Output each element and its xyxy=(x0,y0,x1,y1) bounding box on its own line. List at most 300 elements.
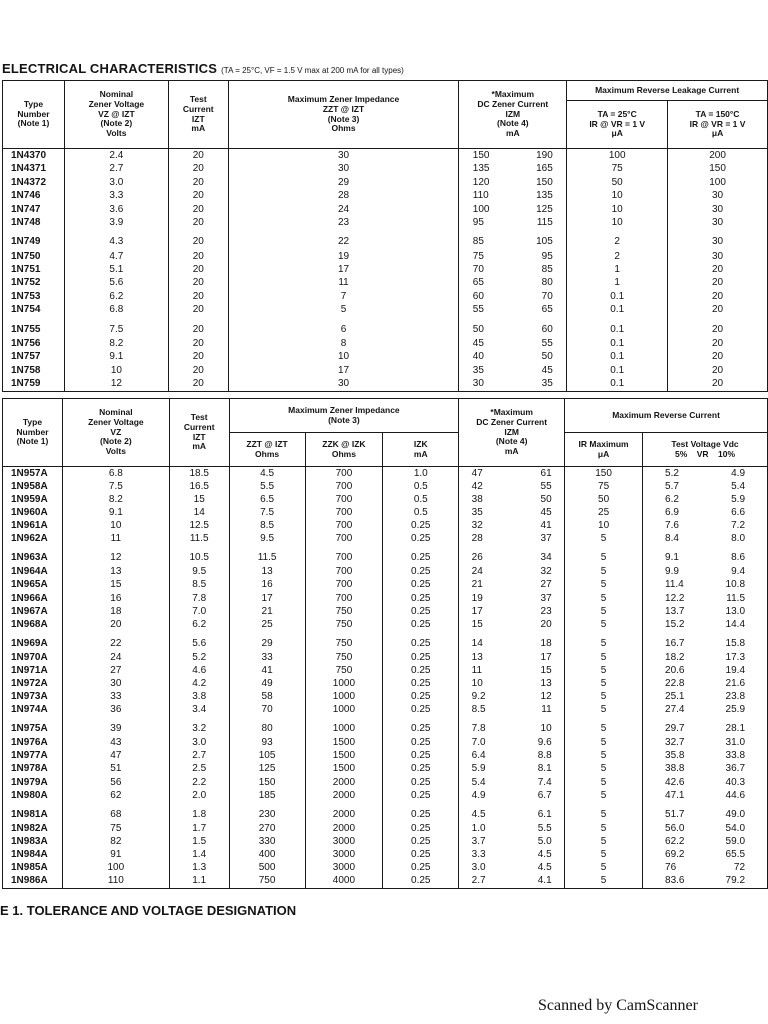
cell-test-voltage xyxy=(643,507,768,520)
izm-high: 85 xyxy=(541,263,553,275)
col-leakage-header: Maximum Reverse Leakage Current xyxy=(567,81,768,101)
table-row xyxy=(3,631,768,651)
cell: 185 xyxy=(229,789,305,802)
vr-5pct: 32.7 xyxy=(665,737,685,749)
cell-test-voltage xyxy=(643,480,768,493)
cell-test-voltage xyxy=(643,677,768,690)
izm-low: 85 xyxy=(472,236,484,248)
table-row xyxy=(3,250,768,263)
cell: 1N746 xyxy=(3,189,65,202)
table-row xyxy=(3,277,768,290)
cell: 18 xyxy=(62,605,169,618)
cell: 33 xyxy=(229,651,305,664)
izm-high: 105 xyxy=(536,236,553,248)
cell: 22 xyxy=(62,631,169,651)
vr-5pct: 6.2 xyxy=(665,494,679,505)
izm-high: 135 xyxy=(536,190,553,202)
cell: 500 xyxy=(229,861,305,874)
cell: 4.3 xyxy=(64,230,168,250)
izm-low: 3.3 xyxy=(471,848,486,860)
izm-low: 28 xyxy=(471,533,483,545)
vr-5pct: 29.7 xyxy=(665,723,685,735)
cell: 5 xyxy=(565,664,643,677)
cell: 1N4370 xyxy=(3,149,65,163)
izm-low: 10 xyxy=(471,677,483,689)
vr-10pct: 8.0 xyxy=(731,533,746,545)
izm-low: 13 xyxy=(471,651,483,663)
cell: 150 xyxy=(565,467,643,481)
cell: 1N749 xyxy=(3,230,65,250)
cell: 750 xyxy=(305,618,383,631)
vr-5pct: 12.2 xyxy=(665,592,685,604)
cell: 100 xyxy=(668,176,768,189)
izm-high: 80 xyxy=(541,277,553,289)
cell: 28 xyxy=(228,189,459,202)
cell: 5.5 xyxy=(229,480,305,493)
izm-high: 35 xyxy=(541,378,553,390)
cell: 200 xyxy=(668,149,768,163)
cell: 20 xyxy=(668,337,768,350)
table-row xyxy=(3,493,768,506)
cell: 0.5 xyxy=(383,493,459,506)
cell: 1N958A xyxy=(3,480,63,493)
cell: 150 xyxy=(229,776,305,789)
cell: 0.25 xyxy=(383,651,459,664)
cell: 700 xyxy=(305,592,383,605)
cell-test-voltage xyxy=(643,520,768,533)
table-row xyxy=(3,618,768,631)
izm-high: 12 xyxy=(540,691,552,703)
cell-test-voltage xyxy=(643,691,768,704)
cell: 0.25 xyxy=(383,704,459,717)
table-row xyxy=(3,176,768,189)
table-row xyxy=(3,317,768,337)
cell: 9.5 xyxy=(169,566,229,579)
vr-5pct: 5.7 xyxy=(665,480,679,492)
izm-low: 21 xyxy=(471,579,483,591)
izm-high: 125 xyxy=(536,203,553,215)
cell-test-voltage xyxy=(643,618,768,631)
cell: 1000 xyxy=(305,704,383,717)
izm-high: 150 xyxy=(536,176,553,188)
cell: 58 xyxy=(229,691,305,704)
cell: 5 xyxy=(565,822,643,835)
cell-izm-range xyxy=(459,776,565,789)
table-row xyxy=(3,592,768,605)
izm-high: 15 xyxy=(540,664,552,676)
cell-izm-range xyxy=(459,317,567,337)
cell-izm-range xyxy=(459,203,567,216)
cell: 125 xyxy=(229,763,305,776)
cell: 11.5 xyxy=(169,533,229,546)
cell-izm-range xyxy=(459,691,565,704)
cell-izm-range xyxy=(459,605,565,618)
cell: 1N965A xyxy=(3,579,63,592)
table-row xyxy=(3,163,768,176)
cell: 1N751 xyxy=(3,263,65,276)
cell: 1N972A xyxy=(3,677,63,690)
izm-low: 70 xyxy=(472,263,484,275)
cell-izm-range xyxy=(459,822,565,835)
cell-test-voltage xyxy=(643,605,768,618)
cell: 6.2 xyxy=(64,290,168,303)
cell: 5 xyxy=(565,763,643,776)
col2-zzk-header: ZZK @ IZK Ohms xyxy=(305,433,383,467)
vr-5pct: 15.2 xyxy=(665,618,685,630)
cell: 20 xyxy=(168,203,228,216)
cell-izm-range xyxy=(459,189,567,202)
col2-impedance-header: Maximum Zener Impedance (Note 3) xyxy=(229,399,459,433)
cell-izm-range xyxy=(459,377,567,391)
cell: 0.25 xyxy=(383,875,459,889)
cell: 105 xyxy=(229,750,305,763)
cell: 5 xyxy=(565,750,643,763)
cell: 700 xyxy=(305,480,383,493)
izm-high: 70 xyxy=(541,290,553,302)
cell: 700 xyxy=(305,520,383,533)
izm-high: 190 xyxy=(536,149,553,161)
table-row xyxy=(3,704,768,717)
cell-test-voltage xyxy=(643,875,768,889)
vr-10pct: 5.9 xyxy=(731,494,746,505)
cell: 700 xyxy=(305,566,383,579)
cell: 20 xyxy=(168,364,228,377)
cell: 0.25 xyxy=(383,520,459,533)
cell: 91 xyxy=(62,848,169,861)
vr-10pct: 65.5 xyxy=(725,848,746,860)
izm-high: 18 xyxy=(540,637,552,649)
izm-low: 120 xyxy=(472,176,490,188)
cell: 0.25 xyxy=(383,631,459,651)
izm-high: 9.6 xyxy=(537,737,552,749)
vr-5pct: 25.1 xyxy=(665,691,685,703)
cell-izm-range xyxy=(459,848,565,861)
table-row xyxy=(3,546,768,566)
cell: 30 xyxy=(668,203,768,216)
izm-high: 7.4 xyxy=(537,776,552,788)
cell: 0.1 xyxy=(567,364,668,377)
vr-5pct: 8.4 xyxy=(665,533,679,545)
izm-high: 37 xyxy=(540,592,552,604)
izm-low: 110 xyxy=(472,190,489,202)
cell: 230 xyxy=(229,802,305,822)
cell: 1500 xyxy=(305,763,383,776)
izm-high: 23 xyxy=(540,605,552,617)
cell: 5 xyxy=(565,631,643,651)
cell: 1N957A xyxy=(3,467,63,481)
cell-test-voltage xyxy=(643,822,768,835)
cell: 1N757 xyxy=(3,350,65,363)
izm-low: 3.7 xyxy=(471,835,486,847)
cell: 12 xyxy=(62,546,169,566)
cell: 1N985A xyxy=(3,861,63,874)
cell-izm-range xyxy=(459,737,565,750)
cell: 17 xyxy=(228,263,459,276)
cell: 1.8 xyxy=(169,802,229,822)
cell: 5 xyxy=(565,789,643,802)
cell: 3.9 xyxy=(64,216,168,229)
cell: 8.2 xyxy=(64,337,168,350)
izm-low: 4.5 xyxy=(471,808,486,820)
cell: 14 xyxy=(169,507,229,520)
cell: 20 xyxy=(668,364,768,377)
cell: 20 xyxy=(668,350,768,363)
col-nominal-header: Nominal Zener Voltage VZ @ IZT (Note 2) Volts xyxy=(64,81,168,149)
cell: 30 xyxy=(62,677,169,690)
izm-high: 45 xyxy=(540,507,552,519)
cell: 20 xyxy=(168,230,228,250)
cell-izm-range xyxy=(459,763,565,776)
cell: 27 xyxy=(62,664,169,677)
cell: 10 xyxy=(567,216,668,229)
vr-10pct: 72 xyxy=(733,861,746,873)
cell: 5.6 xyxy=(64,277,168,290)
cell: 6.8 xyxy=(64,304,168,317)
cell: 29 xyxy=(228,176,459,189)
cell: 1N748 xyxy=(3,216,65,229)
table-row xyxy=(3,337,768,350)
cell-izm-range xyxy=(459,861,565,874)
izm-low: 40 xyxy=(472,351,484,363)
cell: 1N970A xyxy=(3,651,63,664)
cell: 15 xyxy=(169,493,229,506)
cell: 5 xyxy=(565,717,643,737)
cell: 20 xyxy=(668,304,768,317)
cell: 3.0 xyxy=(64,176,168,189)
cell: 5 xyxy=(565,605,643,618)
izm-low: 35 xyxy=(471,507,483,519)
table-row xyxy=(3,789,768,802)
cell-izm-range xyxy=(459,216,567,229)
izm-low: 32 xyxy=(471,520,483,532)
cell: 2.5 xyxy=(169,763,229,776)
cell: 20 xyxy=(62,618,169,631)
cell: 0.25 xyxy=(383,618,459,631)
izm-high: 55 xyxy=(540,480,552,492)
cell: 0.25 xyxy=(383,789,459,802)
cell: 1N752 xyxy=(3,277,65,290)
cell: 400 xyxy=(229,848,305,861)
table-row xyxy=(3,835,768,848)
cell-test-voltage xyxy=(643,789,768,802)
vr-10pct: 23.8 xyxy=(725,691,746,703)
cell: 5 xyxy=(565,691,643,704)
cell: 1N981A xyxy=(3,802,63,822)
cell: 10 xyxy=(567,189,668,202)
cell: 0.1 xyxy=(567,290,668,303)
cell-test-voltage xyxy=(643,750,768,763)
table-row xyxy=(3,677,768,690)
vr-10pct: 21.6 xyxy=(725,677,746,689)
cell: 1N747 xyxy=(3,203,65,216)
cell: 50 xyxy=(565,493,643,506)
cell: 1.0 xyxy=(383,467,459,481)
cell: 1N4371 xyxy=(3,163,65,176)
cell: 1N962A xyxy=(3,533,63,546)
cell-izm-range xyxy=(459,149,567,163)
table-row xyxy=(3,189,768,202)
cell: 16.5 xyxy=(169,480,229,493)
cell: 0.1 xyxy=(567,304,668,317)
cell: 75 xyxy=(567,163,668,176)
cell: 1000 xyxy=(305,691,383,704)
cell: 20 xyxy=(168,189,228,202)
cell: 10.5 xyxy=(169,546,229,566)
izm-high: 50 xyxy=(541,351,553,363)
cell: 0.25 xyxy=(383,566,459,579)
cell-izm-range xyxy=(459,789,565,802)
cell: 20 xyxy=(168,290,228,303)
vr-10pct: 13.0 xyxy=(725,605,746,617)
cell: 62 xyxy=(62,789,169,802)
table-row xyxy=(3,776,768,789)
cell: 8 xyxy=(228,337,459,350)
cell: 2000 xyxy=(305,802,383,822)
vr-5pct: 27.4 xyxy=(665,704,685,716)
col-impedance-header: Maximum Zener Impedance ZZT @ IZT (Note 3) Ohms xyxy=(228,81,459,149)
cell: 4.2 xyxy=(169,677,229,690)
cell: 51 xyxy=(62,763,169,776)
cell-izm-range xyxy=(459,250,567,263)
cell: 9.5 xyxy=(229,533,305,546)
cell: 20 xyxy=(168,263,228,276)
cell: 1N756 xyxy=(3,337,65,350)
cell: 1N966A xyxy=(3,592,63,605)
izm-high: 61 xyxy=(540,467,552,479)
izm-high: 34 xyxy=(540,552,552,564)
izm-high: 17 xyxy=(540,651,552,663)
cell: 20 xyxy=(168,250,228,263)
izm-low: 17 xyxy=(471,605,483,617)
izm-high: 5.0 xyxy=(537,835,552,847)
cell-izm-range xyxy=(459,230,567,250)
vr-5pct: 56.0 xyxy=(665,822,685,834)
cell: 75 xyxy=(62,822,169,835)
izm-low: 4.9 xyxy=(471,789,486,801)
cell: 43 xyxy=(62,737,169,750)
izm-high: 10 xyxy=(540,723,552,735)
cell: 1N968A xyxy=(3,618,63,631)
scanner-watermark: Scanned by CamScanner xyxy=(538,997,698,1014)
cell: 0.25 xyxy=(383,776,459,789)
cell-izm-range xyxy=(459,664,565,677)
cell: 0.25 xyxy=(383,848,459,861)
cell: 1N978A xyxy=(3,763,63,776)
cell: 0.25 xyxy=(383,691,459,704)
vr-5pct: 22.8 xyxy=(665,677,685,689)
cell: 0.1 xyxy=(567,317,668,337)
vr-5pct: 76 xyxy=(665,861,677,873)
table-row xyxy=(3,750,768,763)
cell: 1N961A xyxy=(3,520,63,533)
cell: 9.1 xyxy=(62,507,169,520)
vr-10pct: 40.3 xyxy=(725,776,746,788)
cell: 0.25 xyxy=(383,835,459,848)
cell: 100 xyxy=(62,861,169,874)
cell: 5 xyxy=(565,848,643,861)
vr-10pct: 10.8 xyxy=(725,579,746,591)
izm-low: 45 xyxy=(472,337,484,349)
cell: 20 xyxy=(668,263,768,276)
cell: 10 xyxy=(62,520,169,533)
cell: 25 xyxy=(565,507,643,520)
cell: 1N758 xyxy=(3,364,65,377)
cell: 10 xyxy=(64,364,168,377)
cell: 30 xyxy=(228,377,459,391)
cell: 3.6 xyxy=(64,203,168,216)
cell: 1.4 xyxy=(169,848,229,861)
table-row xyxy=(3,263,768,276)
cell-izm-range xyxy=(459,350,567,363)
cell: 2000 xyxy=(305,789,383,802)
cell: 700 xyxy=(305,546,383,566)
izm-high: 55 xyxy=(541,337,553,349)
cell: 0.1 xyxy=(567,377,668,391)
table-row xyxy=(3,664,768,677)
cell-izm-range xyxy=(459,677,565,690)
cell-test-voltage xyxy=(643,737,768,750)
izm-high: 4.1 xyxy=(537,875,552,887)
cell: 80 xyxy=(229,717,305,737)
cell: 5 xyxy=(565,704,643,717)
cell: 5 xyxy=(565,651,643,664)
cell-izm-range xyxy=(459,717,565,737)
col-leak-150c-header: TA = 150°C IR @ VR = 1 V μA xyxy=(668,101,768,149)
cell: 30 xyxy=(228,149,459,163)
vr-5pct: 18.2 xyxy=(665,651,685,663)
test-conditions: (TA = 25°C, VF = 1.5 V max at 200 mA for all types) xyxy=(221,66,404,75)
vr-5pct: 16.7 xyxy=(665,637,685,649)
cell: 3000 xyxy=(305,861,383,874)
izm-high: 32 xyxy=(540,566,552,578)
cell: 11.5 xyxy=(229,546,305,566)
vr-10pct: 49.0 xyxy=(725,808,746,820)
cell: 1.5 xyxy=(169,835,229,848)
cell: 5 xyxy=(565,618,643,631)
cell: 270 xyxy=(229,822,305,835)
izm-low: 65 xyxy=(472,277,484,289)
cell: 36 xyxy=(62,704,169,717)
cell: 750 xyxy=(305,664,383,677)
table-row xyxy=(3,579,768,592)
cell: 82 xyxy=(62,835,169,848)
cell: 1N755 xyxy=(3,317,65,337)
vr-10pct: 44.6 xyxy=(725,789,746,801)
cell-test-voltage xyxy=(643,664,768,677)
zener-table-1n4370-series xyxy=(2,80,768,392)
cell-test-voltage xyxy=(643,493,768,506)
cell: 30 xyxy=(668,189,768,202)
vr-5pct: 47.1 xyxy=(665,789,685,801)
cell: 12 xyxy=(64,377,168,391)
col2-test-current-header: Test Current IZT mA xyxy=(169,399,229,467)
izm-low: 15 xyxy=(471,618,483,630)
cell: 20 xyxy=(668,290,768,303)
cell-izm-range xyxy=(459,176,567,189)
cell: 11 xyxy=(228,277,459,290)
cell: 6.2 xyxy=(169,618,229,631)
cell-izm-range xyxy=(459,875,565,889)
cell: 20 xyxy=(168,377,228,391)
cell: 2 xyxy=(567,250,668,263)
col-leak-25c-header: TA = 25°C IR @ VR = 1 V μA xyxy=(567,101,668,149)
cell: 93 xyxy=(229,737,305,750)
izm-high: 5.5 xyxy=(537,822,552,834)
table-row xyxy=(3,203,768,216)
cell-test-voltage xyxy=(643,546,768,566)
izm-low: 8.5 xyxy=(471,704,486,716)
cell: 29 xyxy=(229,631,305,651)
